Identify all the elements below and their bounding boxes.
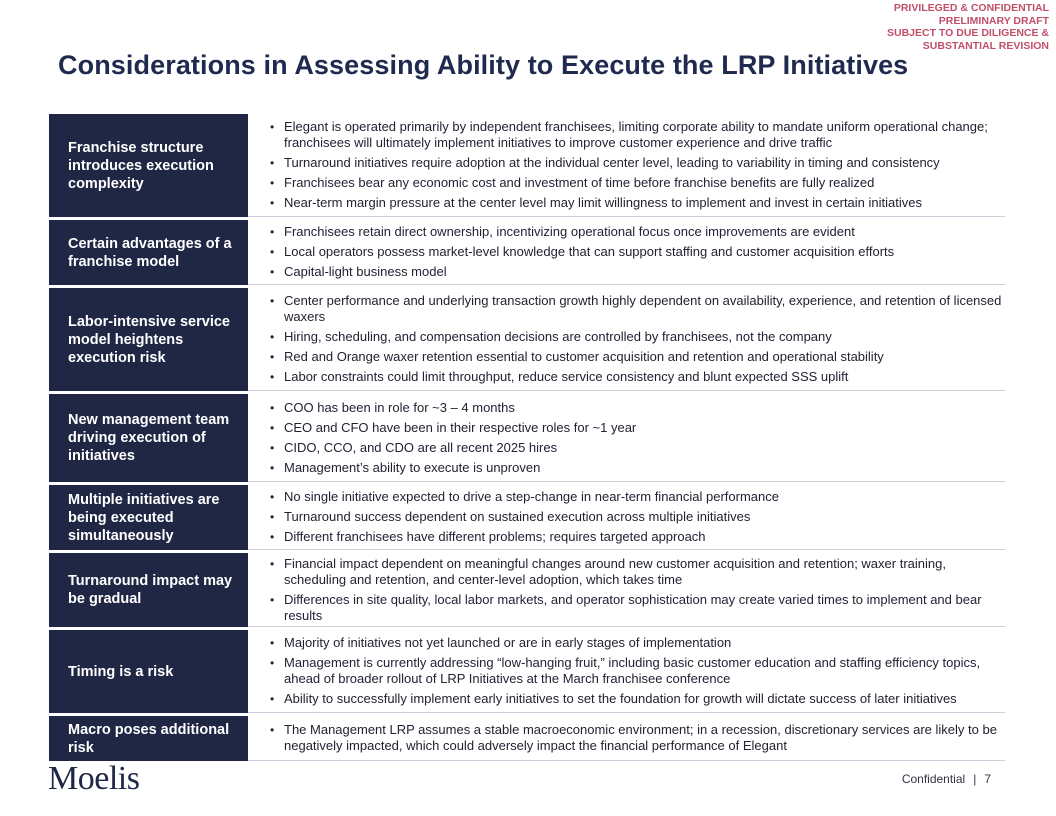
consideration-row (49, 114, 1005, 217)
bullet-item: • Elegant is operated primarily by independent franchisees, limiting corporate ability to mandate uniform operational change; franchisees will ultimately implement initiatives to improve customer experience and drive traffic (270, 119, 1005, 151)
bullet-list (270, 224, 894, 280)
row-label: Labor-intensive service model heightens execution risk (49, 288, 248, 391)
page-title: Considerations in Assessing Ability to Execute the LRP Initiatives (58, 50, 909, 80)
row-label: Franchise structure introduces execution complexity (49, 114, 248, 217)
bullet-item: • Near-term margin pressure at the center level may limit willingness to implement and invest in certain initiatives (270, 195, 1005, 211)
row-body (248, 630, 1005, 713)
bullet-item: • Majority of initiatives not yet launched or are in early stages of implementation (270, 635, 1005, 651)
row-label: Multiple initiatives are being executed simultaneously (49, 485, 248, 550)
bullet-item: • Franchisees bear any economic cost and investment of time before franchise benefits are fully realized (270, 175, 1005, 191)
consideration-row (49, 220, 1005, 285)
row-label: New management team driving execution of initiatives (49, 394, 248, 482)
row-label: Certain advantages of a franchise model (49, 220, 248, 285)
bullet-item: • CEO and CFO have been in their respective roles for ~1 year (270, 420, 636, 436)
confidentiality-disclaimer (887, 2, 1049, 52)
row-body (248, 114, 1005, 217)
bullet-item: • Hiring, scheduling, and compensation decisions are controlled by franchisees, not the company (270, 329, 1005, 345)
bullet-item: • Franchisees retain direct ownership, incentivizing operational focus once improvements are evident (270, 224, 894, 240)
bullet-item: • Red and Orange waxer retention essential to customer acquisition and retention and operational stability (270, 349, 1005, 365)
bullet-list (270, 489, 779, 545)
bullet-item: • Management is currently addressing “low-hanging fruit,” including basic customer education and staffing efficiency topics, ahead of broader rollout of LRP Initiatives at the March franchisee conference (270, 655, 1005, 687)
bullet-item: • Capital-light business model (270, 264, 894, 280)
consideration-row (49, 553, 1005, 627)
row-label: Macro poses additional risk (49, 716, 248, 761)
row-body (248, 394, 1005, 482)
row-body (248, 220, 1005, 285)
moelis-logo: Moelis (48, 760, 140, 797)
bullet-item: • CIDO, CCO, and CDO are all recent 2025 hires (270, 440, 636, 456)
bullet-item: • Labor constraints could limit throughput, reduce service consistency and blunt expected SSS uplift (270, 369, 1005, 385)
footer-separator: | (973, 772, 977, 786)
bullet-list (270, 119, 1005, 211)
bullet-list (270, 293, 1005, 385)
consideration-row (49, 394, 1005, 482)
row-body (248, 288, 1005, 391)
row-body (248, 716, 1005, 761)
bullet-item: • Financial impact dependent on meaningful changes around new customer acquisition and retention; waxer training, scheduling and retention, and center-level adoption, which takes time (270, 556, 1005, 588)
bullet-item: • Turnaround success dependent on sustained execution across multiple initiatives (270, 509, 779, 525)
bullet-item: • Ability to successfully implement early initiatives to set the foundation for growth will dictate success of later initiatives (270, 691, 1005, 707)
bullet-item: • COO has been in role for ~3 – 4 months (270, 400, 636, 416)
bullet-item: • Local operators possess market-level knowledge that can support staffing and customer acquisition efforts (270, 244, 894, 260)
bullet-list (270, 635, 1005, 707)
bullet-item: • Management’s ability to execute is unproven (270, 460, 636, 476)
row-label: Timing is a risk (49, 630, 248, 713)
consideration-row (49, 485, 1005, 550)
disclaimer-line: PRELIMINARY DRAFT (938, 14, 1049, 27)
consideration-row (49, 630, 1005, 713)
consideration-row (49, 716, 1005, 761)
disclaimer-line: SUBJECT TO DUE DILIGENCE & (887, 27, 1049, 39)
disclaimer-line: PRIVILEGED & CONFIDENTIAL (893, 2, 1049, 14)
bullet-item: • Differences in site quality, local labor markets, and operator sophistication may create varied times to implement and bear results (270, 592, 1005, 624)
bullet-list (270, 556, 1005, 624)
row-body (248, 553, 1005, 627)
bullet-item: • The Management LRP assumes a stable macroeconomic environment; in a recession, discretionary services are likely to be negatively impacted, which could adversely impact the financial performance of Elegant (270, 722, 1005, 754)
page-number: 7 (984, 772, 991, 786)
bullet-list (270, 400, 636, 476)
bullet-list (270, 722, 1005, 754)
page-footer (902, 772, 991, 786)
bullet-item: • No single initiative expected to drive a step-change in near-term financial performance (270, 489, 779, 505)
confidential-label: Confidential (901, 772, 966, 786)
bullet-item: • Center performance and underlying transaction growth highly dependent on availability, experience, and retention of licensed waxers (270, 293, 1005, 325)
bullet-item: • Turnaround initiatives require adoption at the individual center level, leading to variability in timing and consistency (270, 155, 1005, 171)
row-label: Turnaround impact may be gradual (49, 553, 248, 627)
disclaimer-line: SUBSTANTIAL REVISION (922, 39, 1049, 52)
bullet-item: • Different franchisees have different problems; requires targeted approach (270, 529, 779, 545)
row-body (248, 485, 1005, 550)
consideration-row (49, 288, 1005, 391)
